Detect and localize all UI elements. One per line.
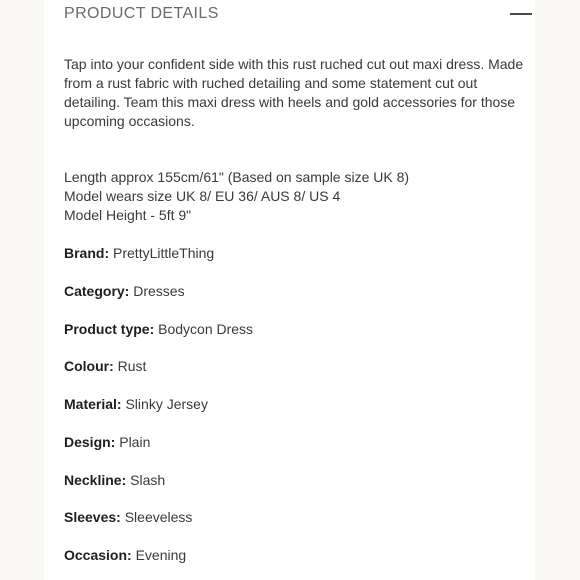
collapse-icon[interactable] — [510, 13, 532, 15]
attribute-label: Design: — [64, 434, 116, 450]
attribute-value: Sleeveless — [124, 509, 193, 525]
attribute-occasion — [64, 546, 186, 565]
attribute-label: Product type: — [64, 321, 155, 337]
attribute-label: Neckline: — [64, 472, 127, 488]
attribute-value: Plain — [119, 434, 151, 450]
attribute-label: Material: — [64, 396, 122, 412]
attribute-value: Rust — [117, 358, 147, 374]
attribute-neckline — [64, 471, 165, 490]
attribute-material — [64, 395, 208, 414]
attribute-colour — [64, 357, 146, 376]
attribute-value: Slinky Jersey — [125, 396, 208, 412]
attribute-label: Category: — [64, 283, 130, 299]
attribute-label: Brand: — [64, 245, 110, 261]
attribute-value: Bodycon Dress — [158, 321, 254, 337]
measurements-block — [64, 168, 532, 225]
attribute-brand — [64, 244, 214, 263]
attribute-value: Dresses — [133, 283, 185, 299]
attribute-product-type — [64, 320, 253, 339]
product-description: Tap into your confident side with this rust ruched cut out maxi dress. Made from a rust fabric with ruched detailing and some statement cut out detailing. Team this maxi dress with heels and gold accessories for those upcoming occasions. — [64, 56, 524, 129]
product-details-header[interactable] — [64, 5, 534, 27]
attribute-value: PrettyLittleThing — [113, 245, 215, 261]
length-info: Length approx 155cm/61" (Based on sample size UK 8) — [64, 169, 410, 185]
model-size-info: Model wears size UK 8/ EU 36/ AUS 8/ US 4 — [64, 188, 341, 204]
attribute-value: Evening — [135, 547, 187, 563]
attribute-sleeves — [64, 508, 192, 527]
attribute-design — [64, 433, 150, 452]
attribute-label: Occasion: — [64, 547, 132, 563]
attribute-value: Slash — [130, 472, 166, 488]
model-height-info: Model Height - 5ft 9" — [64, 207, 192, 223]
attribute-category — [64, 282, 185, 301]
attribute-label: Colour: — [64, 358, 114, 374]
attribute-label: Sleeves: — [64, 509, 121, 525]
section-title: PRODUCT DETAILS — [64, 5, 219, 22]
